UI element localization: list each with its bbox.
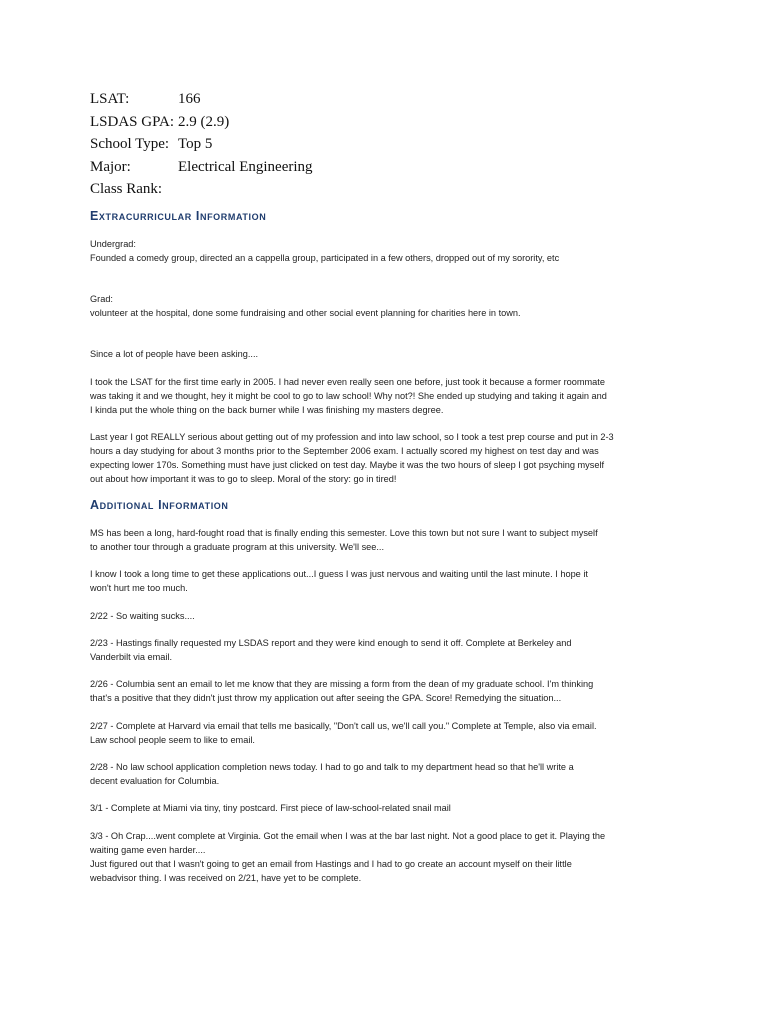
entry-2-28: 2/28 - No law school application completion news today. I had to go and talk to my department head so that he'll write a decent evaluation for Columbia. [90,762,574,786]
entry-3-1: 3/1 - Complete at Miami via tiny, tiny postcard. First piece of law-school-related snail mail [90,803,451,813]
major-value: Electrical Engineering [178,158,313,175]
long-time-paragraph: I know I took a long time to get these applications out...I guess I was just nervous and waiting until the last minute. I hope it won't hurt me too much. [90,569,588,593]
undergrad-paragraph: Undergrad: Founded a comedy group, directed an a cappella group, participated in a few others, dropped out of my sorority, etc [90,239,560,263]
asking-paragraph: Since a lot of people have been asking.... [90,349,259,359]
lsat-label: LSAT: [90,91,130,107]
class-rank-label: Class Rank: [90,181,163,197]
first-lsat-paragraph: I took the LSAT for the first time early in 2005. I had never even really seen one before, just took it because a former roommate was taking it and we thought, hey it might be cool to go to law school! Why not?! She ended up studying and taking it again and I kinda put the whole thing on the back burner while I was finishing my masters degree. [90,377,607,415]
profile-stats [90,88,313,201]
entry-2-27: 2/27 - Complete at Harvard via email that tells me basically, "Don't call us, we'll call you." Complete at Temple, also via email. Law school people seem to like to email. [90,721,597,745]
lsat-value: 166 [178,91,201,107]
entry-2-23: 2/23 - Hastings finally requested my LSDAS report and they were kind enough to send it off. Complete at Berkeley and Vanderbilt via email. [90,638,572,662]
additional-heading: Additional Information [90,498,229,512]
major-label: Major: [90,158,131,175]
entry-2-26: 2/26 - Columbia sent an email to let me know that they are missing a form from the dean of my graduate school. I'm thinking that's a positive that they didn't just throw my application out after seeing the GPA. Score! Remedying the situation... [90,679,594,703]
school-type-label: School Type: [90,136,170,152]
last-year-paragraph: Last year I got REALLY serious about getting out of my profession and into law school, so I took a test prep course and put in 2-3 hours a day studying for about 3 months prior to the September 2006 exam. I actually scored my highest on test day and was expecting lower 170s. Something must have just clicked on test day. Maybe it was the two hours of sleep I got psyching myself out about how important it was to go to sleep. Moral of the story: go in tired! [90,432,614,484]
entry-2-22: 2/22 - So waiting sucks.... [90,611,195,621]
grad-paragraph: Grad: volunteer at the hospital, done some fundraising and other social event planning for charities here in town. [90,294,521,318]
school-type-value: Top 5 [178,136,213,152]
gpa-value: 2.9 (2.9) [178,113,230,130]
class-rank-row [90,178,313,201]
school-type-row [90,133,313,156]
ms-paragraph: MS has been a long, hard-fought road that is finally ending this semester. Love this town but not sure I want to subject myself to another tour through a graduate program at this university. We'll see... [90,528,598,552]
gpa-label: LSDAS GPA: [90,113,175,130]
major-row [90,156,313,179]
gpa-row [90,111,313,134]
extracurricular-heading: Extracurricular Information [90,209,267,223]
entry-3-3: 3/3 - Oh Crap....went complete at Virginia. Got the email when I was at the bar last night. Not a good place to get it. Playing the waiting game even harder.... Just figured out that I wasn't going to get an email from Hastings and I had to go create an account myself on their little webadvisor thing. I was received on 2/21, have yet to be complete. [90,831,606,883]
lsat-row [90,88,313,111]
